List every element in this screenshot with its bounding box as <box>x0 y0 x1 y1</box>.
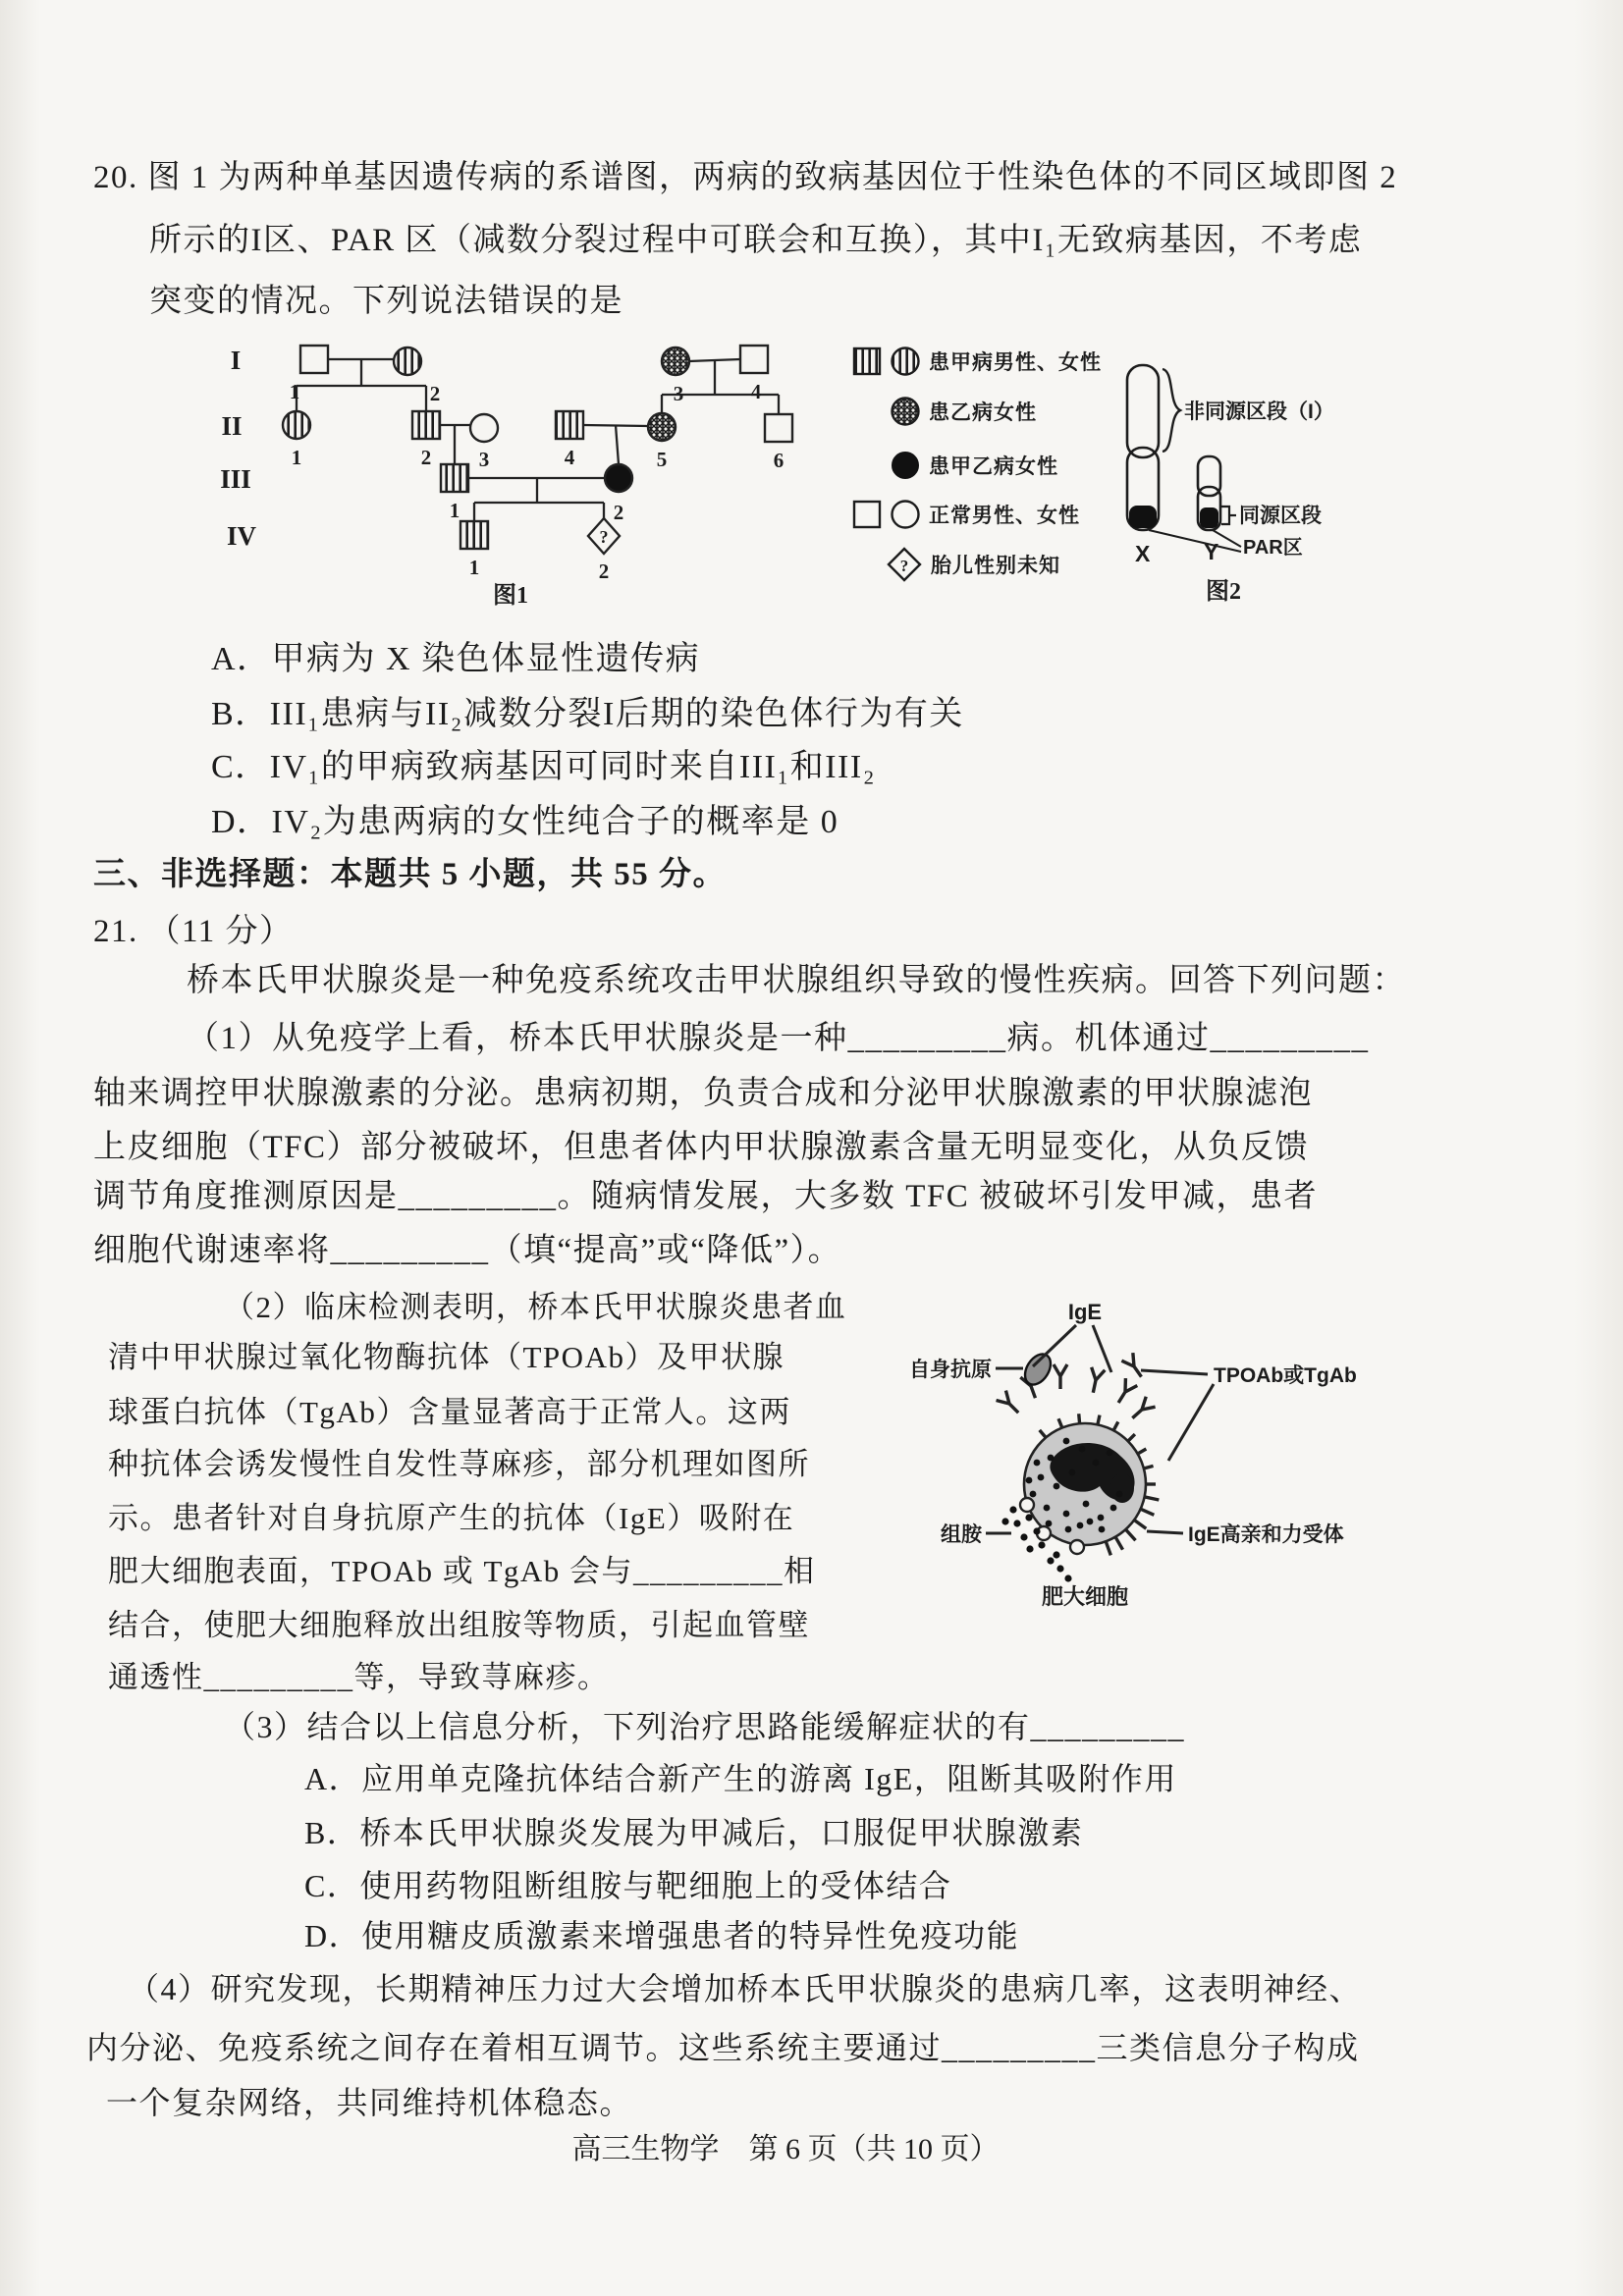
q20-option-c: C．IV₁的甲病致病基因可同时来自III₁和III₂ <box>211 749 877 785</box>
figure1-caption: 图1 <box>493 583 528 609</box>
individual-number: 2 <box>420 446 432 469</box>
q20-line-2: 所示的I区、PAR 区（减数分裂过程中可联会和互换），其中I₁无致病基因，不考虑 <box>149 223 1363 258</box>
membrane-spike <box>1127 1434 1135 1442</box>
granule-dot <box>1116 1491 1123 1498</box>
histamine-dot <box>1026 1545 1033 1552</box>
histamine-dot <box>1038 1541 1045 1548</box>
histamine-dot <box>1009 1506 1016 1513</box>
q20-line-3: 突变的情况。下列说法错误的是 <box>149 284 623 319</box>
svg-text:?: ? <box>899 557 909 575</box>
legend-item-disease-b <box>890 396 1037 427</box>
legend-label: 患乙病女性 <box>929 401 1037 424</box>
legend-label: 患甲病男性、女性 <box>929 351 1102 374</box>
x-chromosome-upper <box>1127 365 1159 457</box>
legend-item-disease-ab <box>890 450 1058 481</box>
membrane-spike <box>1079 1414 1080 1424</box>
question-mark: ? <box>599 527 609 547</box>
legend-item-disease-a <box>852 346 1102 377</box>
pedigree-individual-ci <box>648 413 676 441</box>
histamine-dot <box>1020 1533 1027 1540</box>
affected-b-female-icon <box>890 396 921 427</box>
section3-heading: 三、非选择题：本题共 5 小题，共 55 分。 <box>93 857 727 892</box>
individual-number: 1 <box>289 380 300 403</box>
membrane-spike <box>1113 1421 1118 1431</box>
q21-p4-line-1: （4）研究发现，长期精神压力过大会增加桥本氏甲状腺炎的患病几率，这表明神经、 <box>128 1971 1363 2006</box>
individual-number: 4 <box>564 446 575 469</box>
individual-number: 2 <box>429 382 441 405</box>
affected-ab-female-icon <box>890 450 921 481</box>
q20-option-a: A．甲病为 X 染色体显性遗传病 <box>211 641 701 677</box>
pedigree-individual-ci <box>605 464 632 492</box>
membrane-spike <box>1140 1509 1155 1516</box>
q21-p3-line: （3）结合以上信息分析，下列治疗思路能缓解症状的有_________ <box>224 1709 1186 1744</box>
granule-dot <box>1054 1483 1060 1490</box>
q20-line-1: 20. 图 1 为两种单基因遗传病的系谱图，两病的致病基因位于性染色体的不同区域即图 2 <box>93 160 1398 195</box>
membrane-spike <box>1058 1418 1062 1428</box>
individual-number: 3 <box>673 382 684 405</box>
q21-p2-line-6: 肥大细胞表面，TPOAb 或 TgAb 会与_________相 <box>108 1554 816 1588</box>
individual-number: 1 <box>468 556 480 579</box>
generation-label: III <box>220 464 251 494</box>
pedigree-line <box>616 425 619 464</box>
figure1-pedigree <box>147 332 893 622</box>
granule-dot <box>1026 1477 1033 1484</box>
granule-dot <box>1030 1491 1037 1498</box>
q21-p2-line-5: 示。患者针对自身抗原产生的抗体（IgE）吸附在 <box>108 1501 795 1535</box>
histamine-dot <box>1053 1551 1059 1558</box>
q20-option-d: D．IV₂为患两病的女性纯合子的概率是 0 <box>211 804 839 840</box>
q21-p2-line-3: 球蛋白抗体（TgAb）含量显著高于正常人。这两 <box>108 1395 791 1429</box>
pedigree-individual-sq <box>460 521 488 549</box>
q21-p2-line-7: 结合，使肥大细胞释放出组胺等物质，引起血管壁 <box>108 1608 810 1642</box>
membrane-spike <box>1106 1540 1110 1555</box>
affected-a-female-icon <box>890 346 921 377</box>
figure2-chromosomes <box>1119 353 1394 618</box>
granule-dot <box>1048 1455 1055 1462</box>
normal-female-icon <box>890 499 921 530</box>
q21-intro: 桥本氏甲状腺炎是一种免疫系统攻击甲状腺组织导致的慢性疾病。回答下列问题： <box>187 963 1406 998</box>
histamine-dot <box>1025 1514 1032 1521</box>
q21-p3-option-c: C．使用药物阻断组胺与靶细胞上的受体结合 <box>304 1868 952 1903</box>
x-label: X <box>1135 541 1151 566</box>
page-footer: 高三生物学 第 6 页（共 10 页） <box>571 2133 1000 2165</box>
membrane-spike <box>1144 1497 1160 1500</box>
granule-dot <box>1063 1438 1070 1445</box>
affected-a-male-icon <box>852 347 882 376</box>
y-label: Y <box>1204 539 1219 564</box>
par-label: PAR区 <box>1243 537 1303 559</box>
q21-p1-line-4: 调节角度推测原因是_________。随病情发展，大多数 TFC 被破坏引发甲减，患者 <box>93 1179 1319 1214</box>
tpoab-label: TPOAb或TgAb <box>1214 1364 1357 1387</box>
y-par-region <box>1200 507 1218 528</box>
homologous-label: 同源区段 <box>1239 505 1322 527</box>
mast-cell-label: 肥大细胞 <box>1041 1584 1129 1609</box>
figure3-mast-cell <box>884 1276 1434 1629</box>
q21-p4-line-3: 一个复杂网络，共同维持机体稳态。 <box>106 2085 633 2120</box>
figure2-caption: 图2 <box>1206 579 1241 605</box>
brace <box>1163 369 1180 452</box>
generation-label: IV <box>226 521 257 551</box>
granule-dot <box>1069 1469 1076 1476</box>
granule-dot <box>1107 1450 1113 1457</box>
granule-dot <box>1044 1505 1051 1512</box>
individual-number: 4 <box>750 380 762 403</box>
granule-dot <box>1087 1519 1094 1525</box>
membrane-spike <box>1125 1528 1136 1540</box>
individual-number: 1 <box>291 446 302 469</box>
q21-p2-line-4: 种抗体会诱发慢性自发性荨麻疹，部分机理如图所 <box>108 1447 810 1481</box>
membrane-spike <box>1098 1415 1100 1426</box>
nonhomologous-label: 非同源区段（I） <box>1184 400 1334 423</box>
q21-p1-line-3: 上皮细胞（TFC）部分被破坏，但患者体内甲状腺激素含量无明显变化，从负反馈 <box>93 1130 1310 1165</box>
pedigree-individual-ci <box>662 347 689 375</box>
nucleus-lobe <box>1110 1473 1134 1503</box>
q21-p2-line-8: 通透性_________等，导致荨麻疹。 <box>108 1660 610 1694</box>
histamine-dot <box>1001 1518 1008 1524</box>
normal-male-icon <box>852 500 882 529</box>
pedigree-individual-sq <box>765 414 792 442</box>
pedigree-individual-ci <box>470 414 498 442</box>
q21-p1-line-1: （1）从免疫学上看，桥本氏甲状腺炎是一种_________病。机体通过_________ <box>187 1021 1370 1056</box>
pedigree-individual-sq <box>441 464 468 492</box>
granule-dot <box>1083 1501 1090 1508</box>
pedigree-individual-sq <box>412 411 440 439</box>
membrane-spike <box>1040 1430 1047 1438</box>
individual-number: 6 <box>773 449 784 472</box>
histamine-dot <box>1056 1565 1063 1572</box>
histamine-dot <box>1047 1557 1054 1564</box>
granule-dot <box>1065 1526 1072 1533</box>
membrane-spike <box>1115 1536 1123 1550</box>
q21-p2-line-1: （2）临床检测表明，桥本氏甲状腺炎患者血 <box>224 1290 847 1324</box>
granule-dot <box>1099 1526 1106 1533</box>
q21-number: 21. （11 分） <box>93 914 294 949</box>
q21-p3-option-d: D．使用糖皮质激素来增强患者的特异性免疫功能 <box>304 1918 1020 1953</box>
histamine-label: 组胺 <box>941 1523 982 1546</box>
x-par-region <box>1129 506 1157 528</box>
bracket <box>1221 507 1229 524</box>
q21-p4-line-2: 内分泌、免疫系统之间存在着相互调节。这些系统主要通过_________三类信息分子构成 <box>86 2030 1360 2065</box>
granule-dot <box>1110 1505 1117 1512</box>
q21-p3-option-b: B．桥本氏甲状腺炎发展为甲减后，口服促甲状腺激素 <box>304 1815 1084 1850</box>
granule-dot <box>1098 1515 1105 1522</box>
q21-p2-line-2: 清中甲状腺过氧化物酶抗体（TPOAb）及甲状腺 <box>108 1340 784 1374</box>
histamine-dot <box>1013 1520 1020 1526</box>
individual-number: 2 <box>598 560 610 583</box>
granule-dot <box>1034 1460 1041 1467</box>
secretion-notch <box>1020 1498 1034 1512</box>
membrane-spike <box>1133 1520 1146 1528</box>
membrane-spike <box>1137 1449 1147 1455</box>
self-antigen-label: 自身抗原 <box>909 1359 992 1381</box>
generation-label: I <box>230 346 242 375</box>
granule-dot <box>1077 1522 1084 1529</box>
q21-p1-line-2: 轴来调控甲状腺激素的分泌。患病初期，负责合成和分泌甲状腺激素的甲状腺滤泡 <box>93 1076 1313 1111</box>
histamine-dot <box>1033 1527 1040 1534</box>
q21-p1-line-5: 细胞代谢速率将_________（填“提高”或“降低”）。 <box>93 1233 842 1268</box>
pedigree-individual-ci <box>283 411 310 439</box>
receptor-label: IgE高亲和力受体 <box>1188 1523 1344 1546</box>
legend-label: 患甲乙病女性 <box>929 455 1058 478</box>
individual-number: 5 <box>656 448 668 471</box>
par-line-x <box>1149 530 1241 552</box>
individual-number: 2 <box>613 501 624 524</box>
legend-label: 正常男性、女性 <box>929 505 1080 527</box>
legend-item-fetus <box>886 546 1060 583</box>
q20-option-b: B．III₁患病与II₂减数分裂I后期的染色体行为有关 <box>211 696 964 732</box>
q21-p3-option-a: A．应用单克隆抗体结合新产生的游离 IgE，阻断其吸附作用 <box>304 1761 1177 1796</box>
pedigree-individual-sq <box>740 346 768 373</box>
legend-item-normal <box>852 499 1080 530</box>
pedigree-individual-ci <box>394 347 421 375</box>
pedigree-individual-sq <box>300 346 328 373</box>
secretion-notch <box>1070 1540 1084 1554</box>
granule-dot <box>1038 1474 1045 1481</box>
histamine-dot <box>1064 1575 1071 1581</box>
individual-number: 3 <box>478 448 490 471</box>
legend-label: 胎儿性别未知 <box>931 555 1060 577</box>
granule-dot <box>1079 1446 1086 1453</box>
pedigree-individual-sq <box>556 411 583 439</box>
granule-dot <box>1093 1460 1100 1467</box>
ige-label: IgE <box>1067 1300 1103 1324</box>
fetus-unknown-icon <box>886 546 923 583</box>
individual-number: 1 <box>449 499 460 522</box>
generation-label: II <box>221 411 243 441</box>
granule-dot <box>1063 1511 1070 1518</box>
ige-antibodies <box>997 1353 1156 1423</box>
